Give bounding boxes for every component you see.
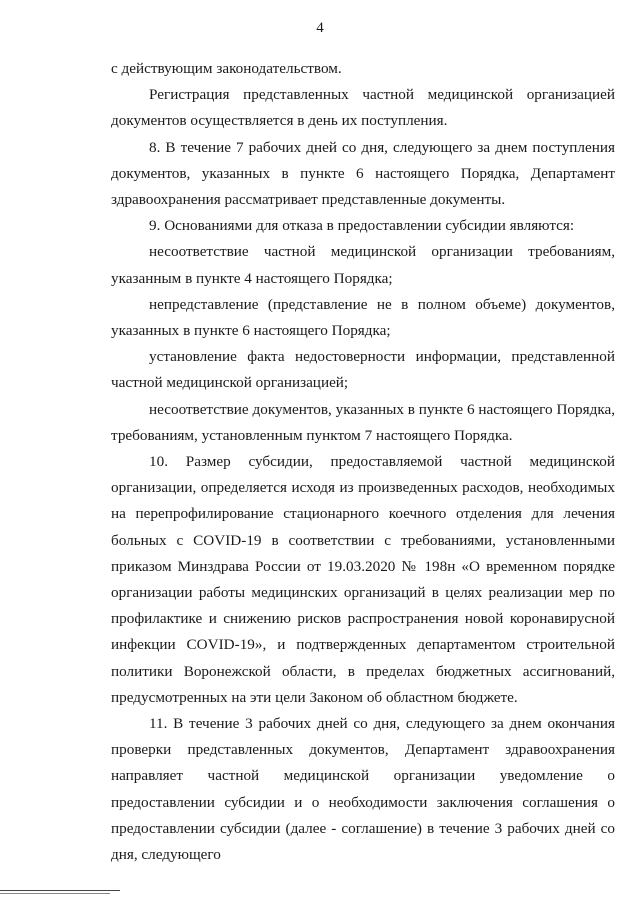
paragraph-refusal-reason-1: несоответствие частной медицинской организации требованиям, указанным в пункте 4 настоящего Порядка; <box>111 243 615 287</box>
footer-rule-secondary <box>0 893 110 894</box>
paragraph-refusal-reason-3: установление факта недостоверности информации, представленной частной медицинской организацией; <box>111 348 615 392</box>
paragraph-item-10: 10. Размер субсидии, предоставляемой частной медицинской организации, определяется исходя из произведенных расходов, необходимых на перепрофилирование стационарного коечного отделения для лечения больных с COVID-19 в соответствии с требованиями, установленными приказом Минздрава России от 19.03.2020 № 198н «О временном порядке организации работы медицинских организаций в целях реализации мер по профилактике и снижению рисков распространения новой коронавирусной инфекции COVID-19», и подтвержденных департаментом строительной политики Воронежской области, в пределах бюджетных ассигнований, предусмотренных на эти цели Законом об областном бюджете. <box>111 453 615 706</box>
footer-rule <box>0 890 120 891</box>
paragraph-continuation: с действующим законодательством. <box>111 60 342 77</box>
paragraph-item-11: 11. В течение 3 рабочих дней со дня, следующего за днем окончания проверки представленных документов, Департамент здравоохранения направляет частной медицинской организации уведомление о предоставлении субсидии и о необходимости заключения соглашения о предоставлении субсидии (далее - соглашение) в течение 3 рабочих дней со дня, следующего <box>111 715 615 864</box>
paragraph-item-9: 9. Основаниями для отказа в предоставлении субсидии являются: <box>149 217 575 235</box>
paragraph-registration: Регистрация представленных частной медицинской организацией документов осуществляется в день их поступления. <box>111 86 615 130</box>
document-body <box>111 56 615 868</box>
paragraph-item-8: 8. В течение 7 рабочих дней со дня, следующего за днем поступления документов, указанных в пункте 6 настоящего Порядка, Департамент здравоохранения рассматривает представленные документы. <box>111 138 615 209</box>
paragraph-refusal-reason-4: несоответствие документов, указанных в пункте 6 настоящего Порядка, требованиям, установленным пунктом 7 настоящего Порядка. <box>111 400 615 444</box>
page-number: 4 <box>316 20 324 36</box>
paragraph-refusal-reason-2: непредставление (представление не в полном объеме) документов, указанных в пункте 6 настоящего Порядка; <box>111 295 615 340</box>
